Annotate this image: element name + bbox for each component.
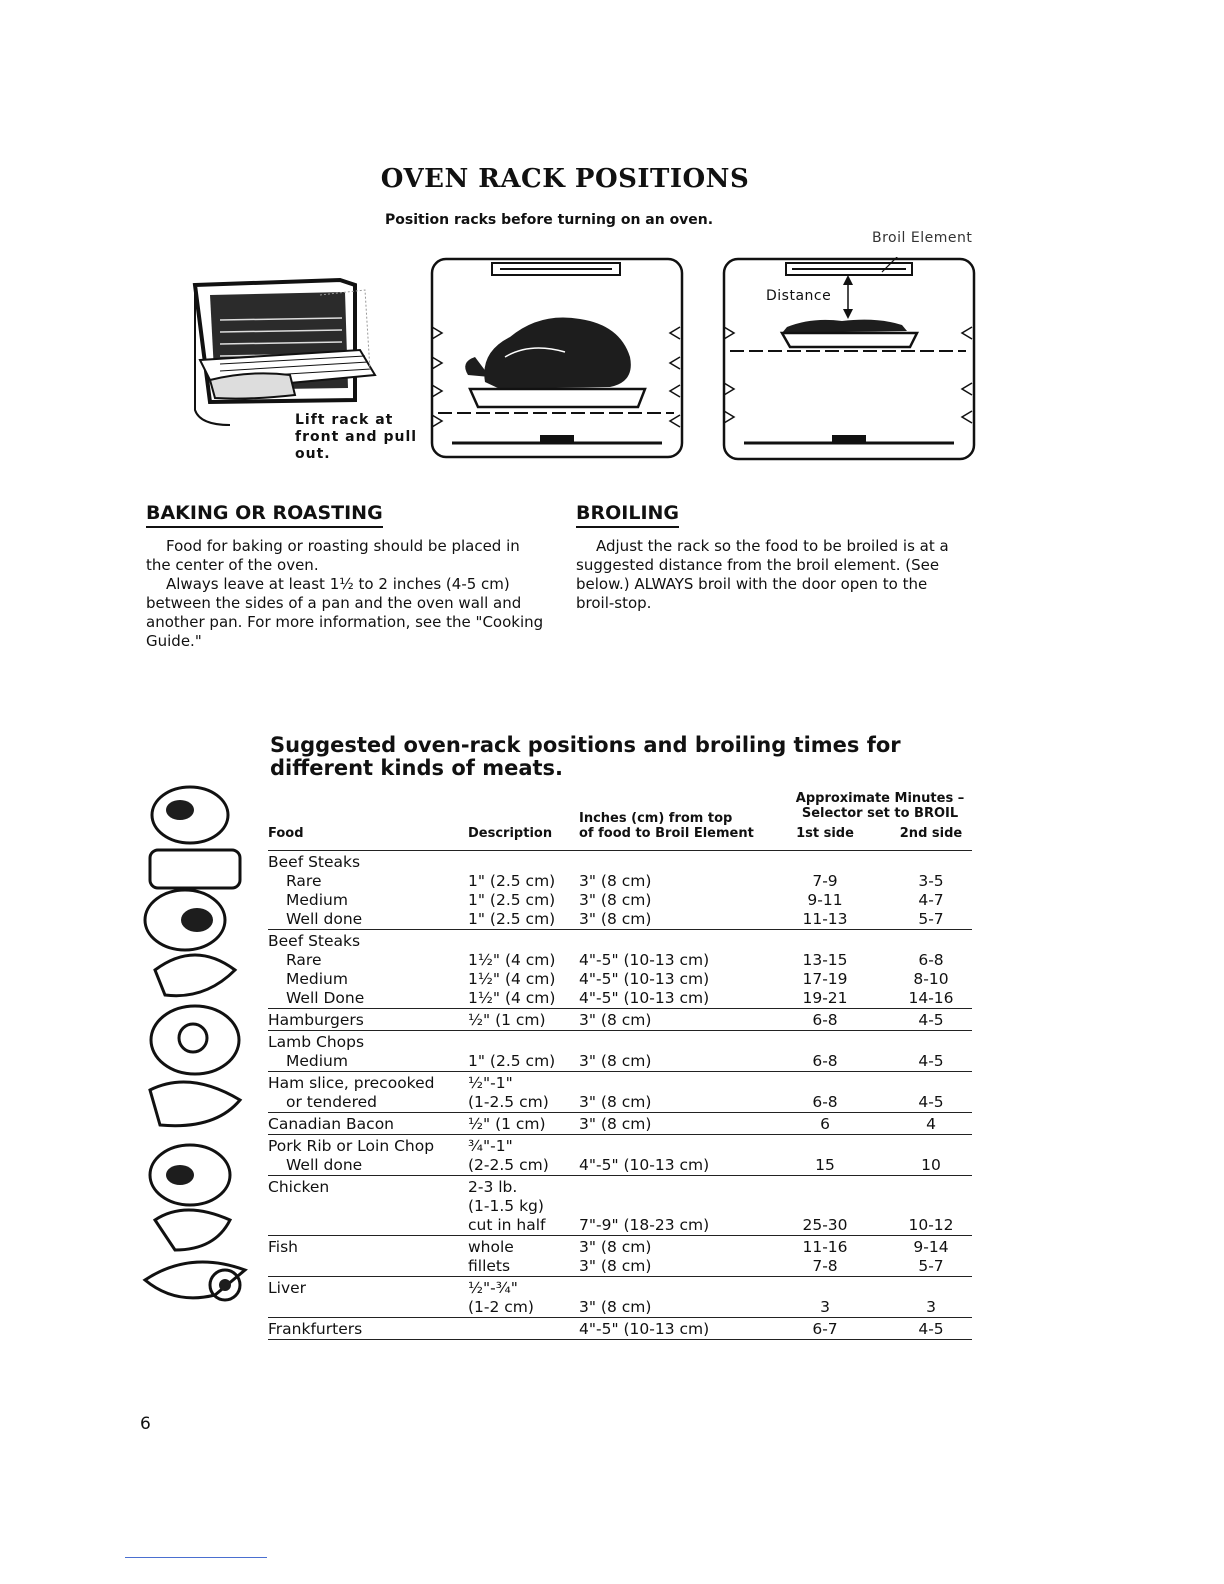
description-cell: (2-2.5 cm) (468, 1156, 549, 1174)
second-side-cell: 9-14 (913, 1238, 949, 1256)
food-cell: Canadian Bacon (268, 1115, 394, 1133)
second-side-cell: 10 (921, 1156, 941, 1174)
table-row (268, 891, 972, 910)
table-row (268, 910, 972, 929)
description-cell: whole (468, 1238, 514, 1256)
table-row (268, 1298, 972, 1317)
table-row (268, 970, 972, 989)
second-side-cell: 4-7 (918, 891, 944, 909)
description-cell: 1" (2.5 cm) (468, 891, 556, 909)
description-cell: ½" (1 cm) (468, 1011, 546, 1029)
baking-paragraph: Always leave at least 1½ to 2 inches (4-5 cm) between the sides of a pan and the oven wall and another pan. For more information, see the "Cooking Guide." (146, 575, 544, 650)
table-row-group (268, 1236, 972, 1277)
first-side-cell: 9-11 (807, 891, 843, 909)
distance-cell: 3" (8 cm) (579, 1093, 652, 1111)
description-cell: cut in half (468, 1216, 546, 1234)
distance-cell: 3" (8 cm) (579, 891, 652, 909)
first-side-cell: 6 (820, 1115, 830, 1133)
distance-cell: 3" (8 cm) (579, 1011, 652, 1029)
second-side-cell: 4-5 (918, 1093, 944, 1111)
lift-caption-line: Lift rack at (295, 412, 394, 428)
lift-rack-caption (295, 412, 417, 463)
table-row (268, 872, 972, 891)
minutes-header-line2: Selector set to BROIL (801, 806, 959, 821)
broiling-paragraph: Adjust the rack so the food to be broiled is at a suggested distance from the broil element. (See below.) ALWAYS broil with the door open to the broil-stop. (576, 537, 949, 612)
table-row-group (268, 1072, 972, 1113)
baking-paragraph: Food for baking or roasting should be placed in the center of the oven. (146, 537, 520, 574)
distance-cell: 4"-5" (10-13 cm) (579, 951, 710, 969)
second-side-cell: 4-5 (918, 1011, 944, 1029)
page-title: OVEN RACK POSITIONS (380, 164, 750, 194)
description-cell: 1½" (4 cm) (468, 970, 556, 988)
first-side-cell: 11-16 (802, 1238, 848, 1256)
table-row (268, 1137, 972, 1156)
table-row (268, 1216, 972, 1235)
distance-label: Distance (766, 288, 832, 304)
food-cell: Rare (286, 951, 322, 969)
table-row (268, 1238, 972, 1257)
distance-header-line1: Inches (cm) from top (579, 811, 733, 826)
description-cell: (1-2.5 cm) (468, 1093, 549, 1111)
table-row (268, 853, 972, 872)
food-cell: Medium (286, 891, 348, 909)
description-cell: ½" (1 cm) (468, 1115, 546, 1133)
broil-element-label: Broil Element (872, 230, 973, 246)
table-body (268, 851, 972, 1340)
table-row-group (268, 851, 972, 930)
distance-header-line2: of food to Broil Element (579, 826, 754, 841)
first-side-cell: 13-15 (802, 951, 848, 969)
description-cell: ¾"-1" (468, 1137, 513, 1155)
roasting-rack-diagram (430, 257, 686, 461)
food-cell: Well Done (286, 989, 365, 1007)
food-cell: Hamburgers (268, 1011, 364, 1029)
second-side-cell: 3-5 (918, 872, 944, 890)
food-cell: Frankfurters (268, 1320, 363, 1338)
second-side-cell: 8-10 (913, 970, 949, 988)
table-row (268, 1257, 972, 1276)
description-cell: 1½" (4 cm) (468, 951, 556, 969)
food-illustration-column (135, 780, 255, 1310)
broiling-heading: BROILING (576, 502, 679, 528)
table-row (268, 1011, 972, 1030)
first-side-cell: 7-9 (812, 872, 838, 890)
table-row (268, 1033, 972, 1052)
second-side-cell: 4-5 (918, 1052, 944, 1070)
first-side-cell: 15 (815, 1156, 835, 1174)
first-side-cell: 6-8 (812, 1052, 838, 1070)
food-cell: Medium (286, 1052, 348, 1070)
broiling-text (576, 537, 961, 613)
table-row (268, 951, 972, 970)
table-row-group (268, 1009, 972, 1031)
table-row (268, 1320, 972, 1339)
first-side-cell: 11-13 (802, 910, 848, 928)
description-cell: (1-1.5 kg) (468, 1197, 544, 1215)
lift-caption-line: front and pull (295, 429, 418, 445)
table-caption-line: Suggested oven-rack positions and broiling times for (270, 733, 901, 757)
distance-cell: 3" (8 cm) (579, 1115, 652, 1133)
second-side-cell: 3 (926, 1298, 936, 1316)
food-cell: Well done (286, 910, 363, 928)
table-row (268, 1052, 972, 1071)
description-cell: 1" (2.5 cm) (468, 1052, 556, 1070)
distance-cell: 3" (8 cm) (579, 1238, 652, 1256)
description-header: Description (468, 826, 553, 841)
distance-cell: 3" (8 cm) (579, 910, 652, 928)
lift-caption-line: out. (295, 446, 331, 462)
table-row-group (268, 1135, 972, 1176)
food-cell: Pork Rib or Loin Chop (268, 1137, 435, 1155)
page-number: 6 (140, 1414, 151, 1434)
table-header (268, 792, 972, 851)
table-row-group (268, 1031, 972, 1072)
food-cell: Chicken (268, 1178, 330, 1196)
first-side-cell: 19-21 (802, 989, 848, 1007)
baking-section (146, 502, 383, 524)
table-row (268, 1074, 972, 1093)
second-side-cell: 4 (926, 1115, 936, 1133)
second-side-cell: 14-16 (908, 989, 954, 1007)
table-row (268, 1197, 972, 1216)
second-side-cell: 6-8 (918, 951, 944, 969)
first-side-header: 1st side (796, 826, 854, 841)
baking-heading: BAKING OR ROASTING (146, 502, 383, 528)
description-cell: 1½" (4 cm) (468, 989, 556, 1007)
baking-text (146, 537, 546, 651)
table-row (268, 1279, 972, 1298)
first-side-cell: 25-30 (802, 1216, 848, 1234)
table-caption-line: different kinds of meats. (270, 756, 564, 780)
table-row-group (268, 1277, 972, 1318)
table-row-group (268, 1176, 972, 1236)
description-cell: fillets (468, 1257, 511, 1275)
first-side-cell: 6-7 (812, 1320, 838, 1338)
description-cell: 1" (2.5 cm) (468, 910, 556, 928)
table-row-group (268, 1318, 972, 1340)
food-cell: Lamb Chops (268, 1033, 365, 1051)
first-side-cell: 17-19 (802, 970, 848, 988)
broiling-rack-diagram (722, 257, 978, 463)
second-side-cell: 5-7 (918, 910, 944, 928)
distance-cell: 7"-9" (18-23 cm) (579, 1216, 710, 1234)
description-cell: 1" (2.5 cm) (468, 872, 556, 890)
food-cell: Beef Steaks (268, 932, 361, 950)
distance-cell: 3" (8 cm) (579, 1052, 652, 1070)
second-side-cell: 10-12 (908, 1216, 954, 1234)
first-side-cell: 6-8 (812, 1011, 838, 1029)
table-row (268, 1178, 972, 1197)
food-header: Food (268, 826, 304, 841)
food-cell: Liver (268, 1279, 307, 1297)
distance-cell: 4"-5" (10-13 cm) (579, 989, 710, 1007)
broiling-section (576, 502, 679, 524)
first-side-cell: 3 (820, 1298, 830, 1316)
distance-cell: 3" (8 cm) (579, 1298, 652, 1316)
description-cell: ½"-¾" (468, 1279, 518, 1297)
first-side-cell: 7-8 (812, 1257, 838, 1275)
food-cell: Ham slice, precooked (268, 1074, 435, 1092)
distance-cell: 3" (8 cm) (579, 1257, 652, 1275)
first-side-cell: 6-8 (812, 1093, 838, 1111)
minutes-header-line1: Approximate Minutes – (795, 791, 965, 806)
description-cell: 2-3 lb. (468, 1178, 518, 1196)
table-row (268, 989, 972, 1008)
description-cell: (1-2 cm) (468, 1298, 534, 1316)
distance-cell: 4"-5" (10-13 cm) (579, 1156, 710, 1174)
footer-rule (125, 1557, 267, 1558)
food-cell: Well done (286, 1156, 363, 1174)
table-caption (270, 734, 930, 780)
second-side-cell: 5-7 (918, 1257, 944, 1275)
table-row (268, 1156, 972, 1175)
food-cell: Rare (286, 872, 322, 890)
distance-cell: 4"-5" (10-13 cm) (579, 970, 710, 988)
food-cell: Beef Steaks (268, 853, 361, 871)
description-cell: ½"-1" (468, 1074, 513, 1092)
food-cell: or tendered (286, 1093, 378, 1111)
distance-cell: 3" (8 cm) (579, 872, 652, 890)
distance-cell: 4"-5" (10-13 cm) (579, 1320, 710, 1338)
food-cell: Fish (268, 1238, 298, 1256)
broiling-table (268, 792, 972, 1340)
table-row-group (268, 930, 972, 1009)
second-side-header: 2nd side (899, 826, 963, 841)
page-subtitle: Position racks before turning on an oven. (385, 212, 714, 228)
food-cell: Medium (286, 970, 348, 988)
table-row (268, 1093, 972, 1112)
table-row (268, 1115, 972, 1134)
table-row-group (268, 1113, 972, 1135)
second-side-cell: 4-5 (918, 1320, 944, 1338)
table-row (268, 932, 972, 951)
